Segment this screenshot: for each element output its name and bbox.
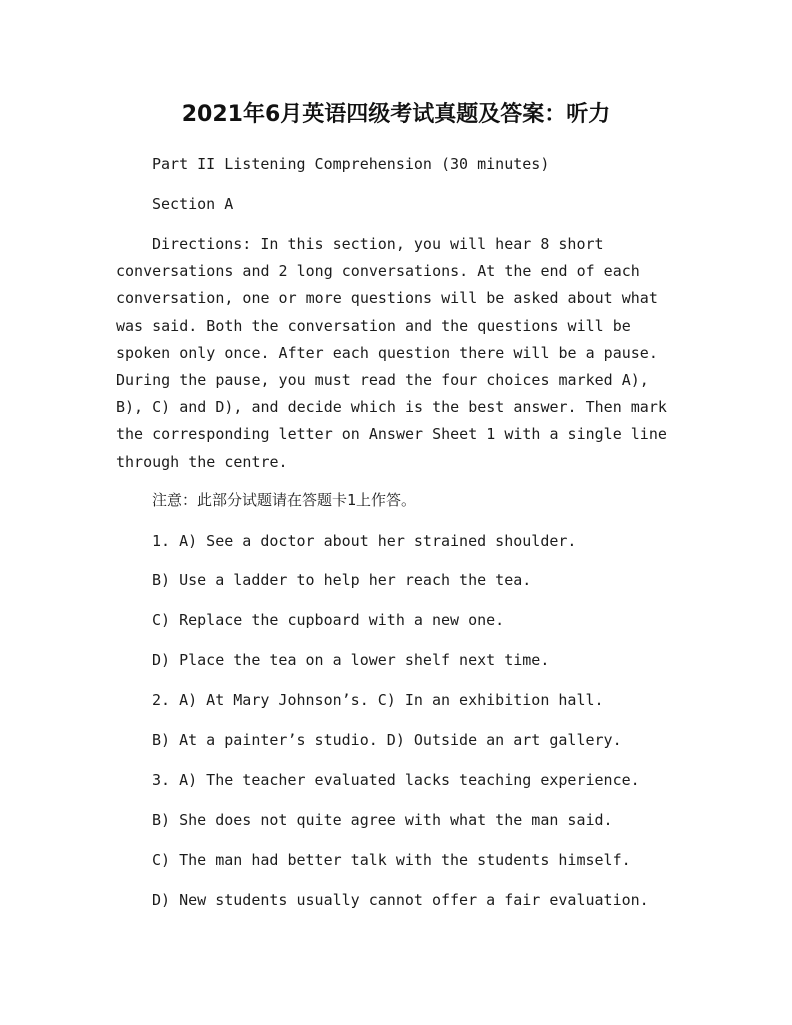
directions-line: was said. Both the conversation and the questions will be	[116, 316, 631, 335]
directions-line: through the centre.	[116, 452, 288, 471]
directions-line: conversations and 2 long conversations. At the end of each	[116, 262, 640, 281]
directions-paragraph	[116, 231, 676, 476]
directions-line: Directions: In this section, you will hear 8 short	[152, 235, 604, 253]
directions-line: conversation, one or more questions will be asked about what	[116, 289, 658, 308]
question-option-line: D) Place the tea on a lower shelf next time.	[152, 651, 550, 669]
question-option-line: 1. A) See a doctor about her strained shoulder.	[152, 532, 577, 550]
question-option-line: C) The man had better talk with the students himself.	[152, 851, 631, 869]
question-option-line: 2. A) At Mary Johnson’s. C) In an exhibition hall.	[152, 691, 604, 709]
question-option-line: 3. A) The teacher evaluated lacks teaching experience.	[152, 771, 640, 789]
question-option-line: B) Use a ladder to help her reach the tea.	[152, 571, 532, 589]
directions-line: B), C) and D), and decide which is the best answer. Then mark	[116, 398, 667, 417]
question-option-line: B) At a painter’s studio. D) Outside an art gallery.	[152, 731, 622, 749]
directions-line: spoken only once. After each question there will be a pause.	[116, 343, 658, 362]
question-option-line: B) She does not quite agree with what the man said.	[152, 811, 613, 829]
question-option-line: C) Replace the cupboard with a new one.	[152, 611, 505, 629]
section-heading: Section A	[152, 195, 234, 213]
part-heading: Part II Listening Comprehension (30 minutes)	[152, 155, 550, 173]
answer-sheet-note: 注意：此部分试题请在答题卡1上作答。	[152, 491, 417, 509]
directions-line: the corresponding letter on Answer Sheet 1 with a single line	[116, 425, 667, 444]
question-option-line: D) New students usually cannot offer a fair evaluation.	[152, 891, 649, 909]
directions-line: During the pause, you must read the four choices marked A),	[116, 370, 649, 389]
document-title: 2021年6月英语四级考试真题及答案：听力	[181, 102, 611, 127]
